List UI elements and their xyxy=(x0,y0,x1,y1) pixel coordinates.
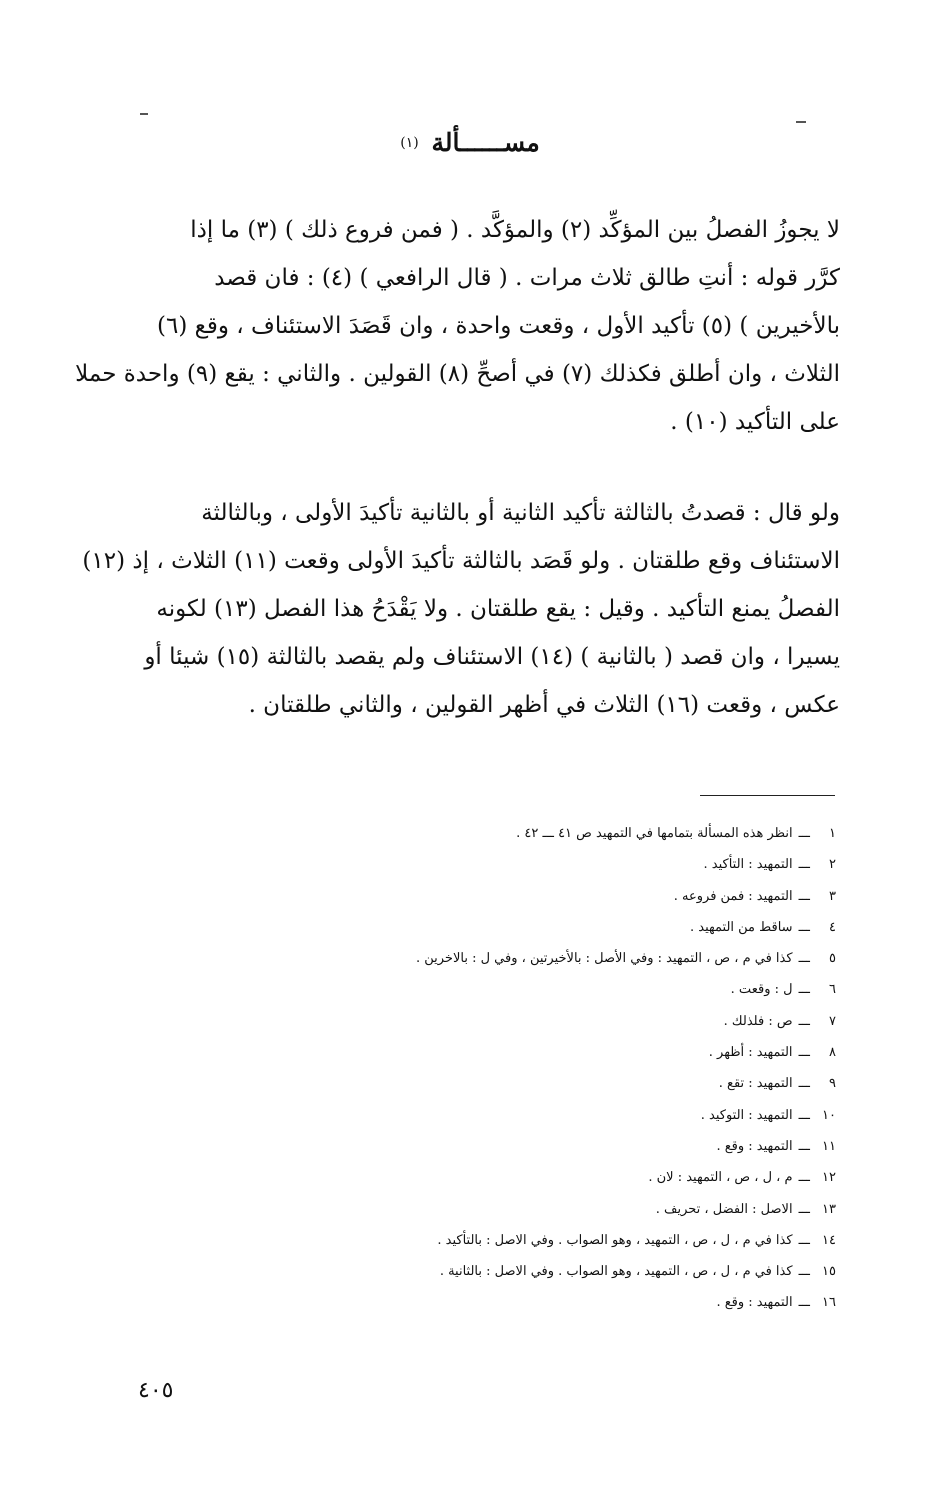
paragraph-1-line-1: لا يجوزُ الفصلُ بين المؤكِّد (٢) والمؤكَّد . ( فمن فروع ذلك ) (٣) ما إذا xyxy=(190,217,840,243)
footnote-dash: ـــ xyxy=(798,982,810,998)
footnote-dash: ـــ xyxy=(798,1107,810,1123)
footnote-text: ل : وقعت . xyxy=(730,982,793,998)
footnote-number: ٨ xyxy=(829,1045,836,1061)
footnote-dash: ـــ xyxy=(798,1076,810,1092)
margin-mark-left xyxy=(140,113,148,115)
footnote-dash: ـــ xyxy=(798,1232,810,1248)
paragraph-2-line-4: يسيرا ، وان قصد ( بالثانية ) (١٤) الاستئناف ولم يقصد بالثالثة (١٥) شيئا أو xyxy=(144,644,840,670)
footnote-text: التمهيد : التأكيد . xyxy=(703,857,793,873)
footnote-dash: ـــ xyxy=(798,1295,810,1311)
footnote-list xyxy=(236,818,836,1319)
footnote-dash: ـــ xyxy=(798,919,810,935)
footnote-text: ص : فلذلك . xyxy=(723,1013,793,1029)
footnote-text: ساقط من التمهيد . xyxy=(690,919,793,935)
footnote-number: ١٠ xyxy=(822,1107,836,1123)
footnote-text: التمهيد : وقع . xyxy=(716,1138,793,1154)
paragraph-2-line-2: الاستئناف وقع طلقتان . ولو قَصَد بالثالثة تأكيدَ الأولى وقعت (١١) الثلاث ، إذ (١٢) xyxy=(82,548,840,574)
footnote-item xyxy=(236,912,836,943)
footnote-dash: ـــ xyxy=(798,1013,810,1029)
footnote-number: ١٥ xyxy=(822,1264,836,1280)
footnote-dash: ـــ xyxy=(798,1201,810,1217)
footnote-text: التمهيد : التوكيد . xyxy=(700,1107,793,1123)
footnote-number: ٦ xyxy=(829,982,836,998)
footnote-number: ١٣ xyxy=(822,1201,836,1217)
footnote-number: ٥ xyxy=(829,951,836,967)
footnote-text: الاصل : الفضل ، تحريف . xyxy=(655,1201,793,1217)
footnote-item xyxy=(236,1100,836,1131)
footnote-text: كذا في م ، ص ، التمهيد : وفي الأصل : بالأخيرتين ، وفي ل : بالاخرين . xyxy=(415,951,793,967)
paragraph-1-line-5: على التأكيد (١٠) . xyxy=(670,409,840,435)
footnote-dash: ـــ xyxy=(798,826,810,841)
footnote-item xyxy=(236,1131,836,1162)
footnote-dash: ـــ xyxy=(798,1138,810,1154)
footnote-number: ١٤ xyxy=(822,1232,836,1248)
footnote-item xyxy=(236,974,836,1005)
footnote-item xyxy=(236,1006,836,1037)
section-title-text: مســــــألة xyxy=(431,128,540,157)
footnote-text: التمهيد : فمن فروعه . xyxy=(673,888,793,904)
footnote-dash: ـــ xyxy=(798,888,810,904)
footnote-text: التمهيد : تقع . xyxy=(718,1076,793,1092)
footnote-item xyxy=(236,1068,836,1099)
paragraph-1 xyxy=(75,206,840,446)
footnote-item xyxy=(236,1256,836,1287)
section-title-note-ref: (١) xyxy=(400,135,419,151)
footnote-number: ٣ xyxy=(829,888,836,904)
footnote-text: كذا في م ، ل ، ص ، التمهيد ، وهو الصواب . وفي الاصل : بالثانية . xyxy=(439,1264,793,1280)
footnote-number: ٢ xyxy=(829,857,836,873)
page-number: ٤٠٥ xyxy=(138,1378,174,1403)
paragraph-2 xyxy=(82,489,840,729)
footnote-item xyxy=(236,1287,836,1318)
section-title xyxy=(0,128,940,157)
footnote-number: ٤ xyxy=(829,919,836,935)
footnote-item xyxy=(236,943,836,974)
footnote-item xyxy=(236,849,836,880)
footnote-dash: ـــ xyxy=(798,1045,810,1061)
paragraph-2-line-3: الفصلُ يمنع التأكيد . وقيل : يقع طلقتان . ولا يَقْدَحُ هذا الفصل (١٣) لكونه xyxy=(156,596,840,622)
footnote-number: ١٢ xyxy=(822,1170,836,1186)
footnote-number: ٩ xyxy=(829,1076,836,1092)
footnote-text: التمهيد : أظهر . xyxy=(708,1045,793,1061)
footnote-text: انظر هذه المسألة بتمامها في التمهيد ص ٤١ ـــ ٤٢ . xyxy=(516,826,793,841)
paragraph-1-line-4: الثلاث ، وان أطلق فكذلك (٧) في أصحِّ (٨) القولين . والثاني : يقع (٩) واحدة حملا xyxy=(75,361,840,387)
paragraph-2-line-5: عكس ، وقعت (١٦) الثلاث في أظهر القولين ، والثاني طلقتان . xyxy=(248,692,840,718)
footnote-item xyxy=(236,881,836,912)
footnote-dash: ـــ xyxy=(798,951,810,967)
footnote-number: ١٦ xyxy=(822,1295,836,1311)
footnote-text: كذا في م ، ل ، ص ، التمهيد ، وهو الصواب . وفي الاصل : بالتأكيد . xyxy=(437,1232,793,1248)
footnote-dash: ـــ xyxy=(798,1170,810,1186)
footnote-item xyxy=(236,1162,836,1193)
footnote-text: م ، ل ، ص ، التمهيد : لان . xyxy=(648,1170,793,1186)
paragraph-2-line-1: ولو قال : قصدتُ بالثالثة تأكيد الثانية أو بالثانية تأكيدَ الأولى ، وبالثالثة xyxy=(201,500,840,526)
margin-mark-right xyxy=(796,121,806,123)
footnote-number: ١ xyxy=(829,826,836,841)
paragraph-1-line-2: كرَّر قوله : أنتِ طالق ثلاث مرات . ( قال الرافعي ) (٤) : فان قصد xyxy=(214,265,840,291)
footnote-item xyxy=(236,1194,836,1225)
footnote-dash: ـــ xyxy=(798,857,810,873)
footnote-text: التمهيد : وقع . xyxy=(716,1295,793,1311)
footnote-item xyxy=(236,1225,836,1256)
footnote-item xyxy=(236,1037,836,1068)
footnote-number: ٧ xyxy=(829,1013,836,1029)
paragraph-1-line-3: بالأخيرين ) (٥) تأكيد الأول ، وقعت واحدة ، وان قَصَدَ الاستئناف ، وقع (٦) xyxy=(156,313,840,339)
footnote-number: ١١ xyxy=(822,1138,836,1154)
footnote-dash: ـــ xyxy=(798,1264,810,1280)
footnote-item xyxy=(236,818,836,849)
footnote-separator xyxy=(700,795,835,796)
